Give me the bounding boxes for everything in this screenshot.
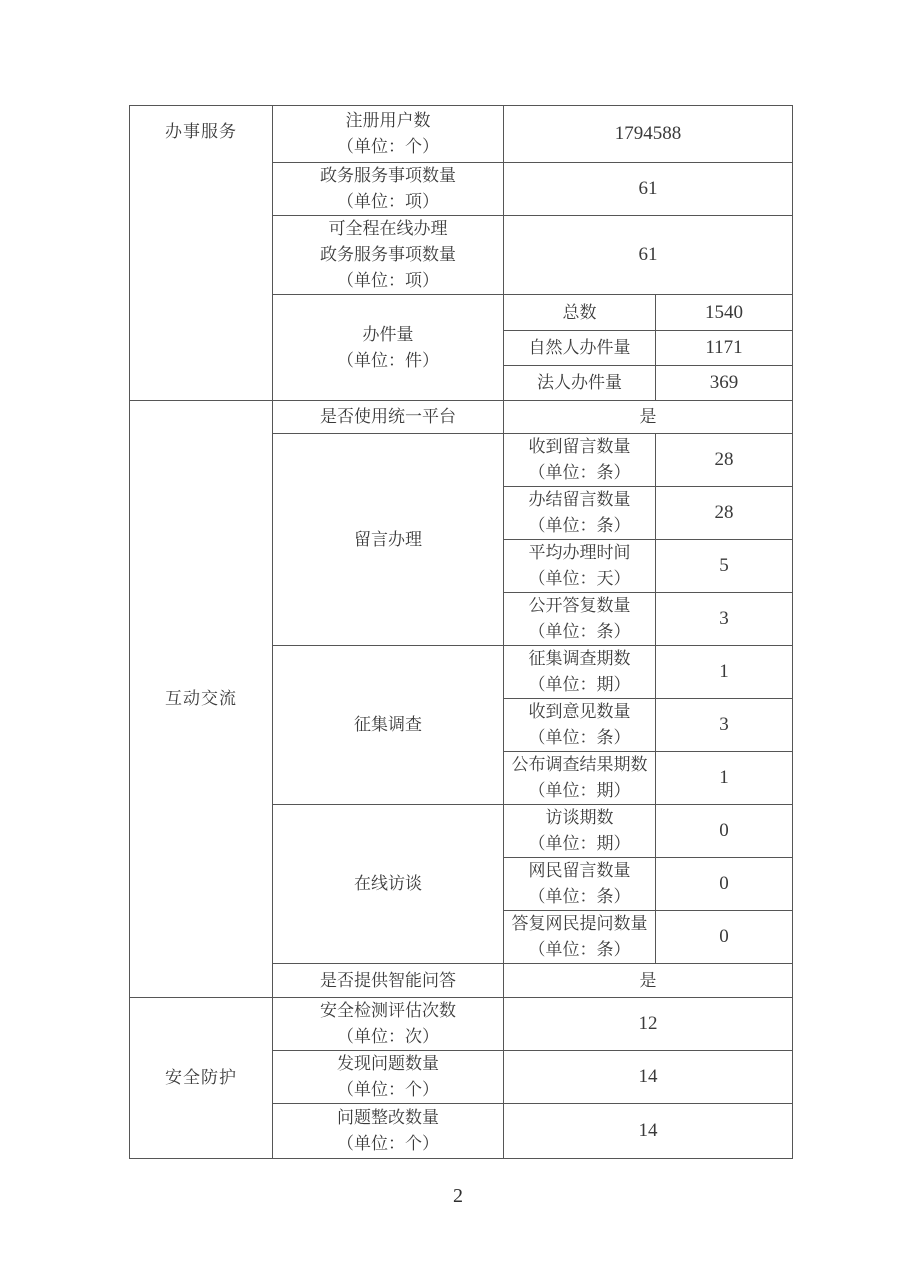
metric-label-line: 是否提供智能问答 (320, 970, 456, 990)
submetric-label-line: 总数 (562, 302, 597, 322)
submetric-unit-line: （单位：天） (528, 569, 631, 588)
metric-unit-line: （单位：项） (337, 271, 439, 290)
group-label-line: 在线访谈 (354, 874, 422, 893)
metric-label-cell (273, 964, 504, 998)
submetric-value-cell (656, 540, 793, 593)
submetric-value: 1 (719, 767, 729, 788)
metric-value-cell (504, 163, 793, 216)
metric-label-cell (273, 998, 504, 1051)
group-label-line: 征集调查 (354, 715, 422, 734)
metric-label-cell (273, 106, 504, 163)
submetric-unit-line: （单位：期） (528, 675, 631, 694)
submetric-label-cell (504, 366, 656, 401)
submetric-label-line: 征集调查期数 (528, 649, 631, 668)
metric-label-line: 是否使用统一平台 (320, 407, 456, 426)
submetric-value-cell (656, 487, 793, 540)
submetric-unit-line: （单位：条） (528, 940, 631, 959)
submetric-label-line: 访谈期数 (545, 808, 614, 827)
metric-label-line: 问题整改数量 (337, 1108, 439, 1127)
submetric-value-cell (656, 295, 793, 331)
metric-value: 12 (638, 1013, 658, 1034)
metric-value: 14 (638, 1120, 658, 1141)
submetric-value: 5 (719, 555, 729, 576)
submetric-value: 1 (719, 661, 729, 682)
submetric-label-cell (504, 434, 656, 487)
metric-value: 是 (639, 970, 657, 990)
submetric-label-line: 平均办理时间 (528, 543, 631, 562)
submetric-label-line: 法人办件量 (537, 373, 622, 392)
submetric-unit-line: （单位：期） (528, 781, 631, 800)
submetric-value: 369 (709, 372, 739, 393)
metric-value: 61 (638, 178, 658, 199)
submetric-label-line: 答复网民提问数量 (511, 914, 648, 933)
group-label-cell-banjianliang (273, 295, 504, 401)
submetric-value-cell (656, 699, 793, 752)
submetric-label-line: 网民留言数量 (528, 861, 631, 880)
group-label-cell-zhengji (273, 646, 504, 805)
metric-label-cell (273, 401, 504, 434)
submetric-unit-line: （单位：条） (528, 728, 631, 747)
group-label-line: 留言办理 (354, 529, 422, 549)
metric-value: 14 (638, 1066, 658, 1087)
submetric-value: 28 (714, 502, 734, 523)
submetric-value: 3 (719, 608, 729, 629)
metric-label-line: 政务服务事项数量 (320, 166, 456, 185)
submetric-label-line: 公开答复数量 (528, 596, 631, 615)
submetric-value: 0 (719, 873, 729, 894)
submetric-unit-line: （单位：条） (528, 463, 631, 482)
submetric-value-cell (656, 434, 793, 487)
metric-unit-line: （单位：个） (337, 1134, 439, 1153)
metric-label-cell (273, 1104, 504, 1159)
submetric-label-cell (504, 540, 656, 593)
submetric-label-line: 办结留言数量 (528, 490, 631, 509)
submetric-unit-line: （单位：期） (528, 834, 631, 853)
submetric-label-cell (504, 699, 656, 752)
metric-label-line: 注册用户数 (345, 111, 431, 130)
submetric-unit-line: （单位：条） (528, 622, 631, 641)
metric-value-cell (504, 998, 793, 1051)
metric-label-line: 可全程在线办理 (328, 219, 448, 238)
submetric-label-cell (504, 331, 656, 366)
metric-unit-line: （单位：个） (337, 137, 439, 156)
submetric-value-cell (656, 911, 793, 964)
metric-value: 61 (638, 244, 658, 265)
metric-value: 是 (639, 407, 657, 426)
submetric-value: 0 (719, 926, 729, 947)
category-cell-hudong (130, 401, 273, 998)
report-table (129, 105, 793, 1159)
metric-label-cell (273, 216, 504, 295)
submetric-value-cell (656, 858, 793, 911)
submetric-value: 1540 (705, 301, 743, 323)
category-label: 办事服务 (165, 122, 237, 141)
group-label-cell-zaixian (273, 805, 504, 964)
submetric-label-line: 收到意见数量 (528, 702, 631, 721)
metric-label-cell (273, 163, 504, 216)
submetric-label-cell (504, 858, 656, 911)
submetric-value: 28 (714, 449, 734, 470)
category-cell-anquan (130, 998, 273, 1159)
submetric-value-cell (656, 593, 793, 646)
metric-value-cell (504, 1104, 793, 1159)
submetric-label-line: 公布调查结果期数 (511, 755, 648, 774)
submetric-value: 3 (719, 714, 729, 735)
metric-value-cell (504, 964, 793, 998)
category-cell-banshi (130, 106, 273, 401)
submetric-label-line: 自然人办件量 (528, 338, 631, 357)
submetric-label-cell (504, 805, 656, 858)
submetric-label-cell (504, 593, 656, 646)
metric-label-line: 政务服务事项数量 (320, 245, 456, 264)
group-unit-line: （单位：件） (337, 350, 439, 370)
metric-unit-line: （单位：次） (337, 1027, 439, 1046)
metric-label-cell (273, 1051, 504, 1104)
submetric-value-cell (656, 752, 793, 805)
submetric-label-cell (504, 752, 656, 805)
metric-value-cell (504, 106, 793, 163)
submetric-label-cell (504, 487, 656, 540)
metric-value: 1794588 (614, 123, 682, 144)
submetric-unit-line: （单位：条） (528, 516, 631, 535)
submetric-label-cell (504, 295, 656, 331)
metric-unit-line: （单位：项） (337, 192, 439, 211)
page-number: 2 (453, 1185, 463, 1207)
metric-value-cell (504, 1051, 793, 1104)
group-label-cell-liuyan (273, 434, 504, 646)
metric-unit-line: （单位：个） (337, 1080, 439, 1099)
submetric-label-cell (504, 646, 656, 699)
submetric-value-cell (656, 805, 793, 858)
submetric-value: 1171 (705, 337, 743, 358)
submetric-unit-line: （单位：条） (528, 887, 631, 906)
metric-label-line: 安全检测评估次数 (320, 1001, 456, 1020)
metric-label-line: 发现问题数量 (337, 1054, 439, 1073)
category-label: 互动交流 (165, 689, 237, 708)
submetric-value-cell (656, 646, 793, 699)
submetric-value-cell (656, 366, 793, 401)
submetric-value-cell (656, 331, 793, 366)
submetric-value: 0 (719, 820, 729, 841)
group-label-line: 办件量 (362, 324, 414, 344)
metric-value-cell (504, 401, 793, 434)
category-label: 安全防护 (165, 1068, 237, 1087)
metric-value-cell (504, 216, 793, 295)
submetric-label-line: 收到留言数量 (528, 437, 631, 456)
submetric-label-cell (504, 911, 656, 964)
